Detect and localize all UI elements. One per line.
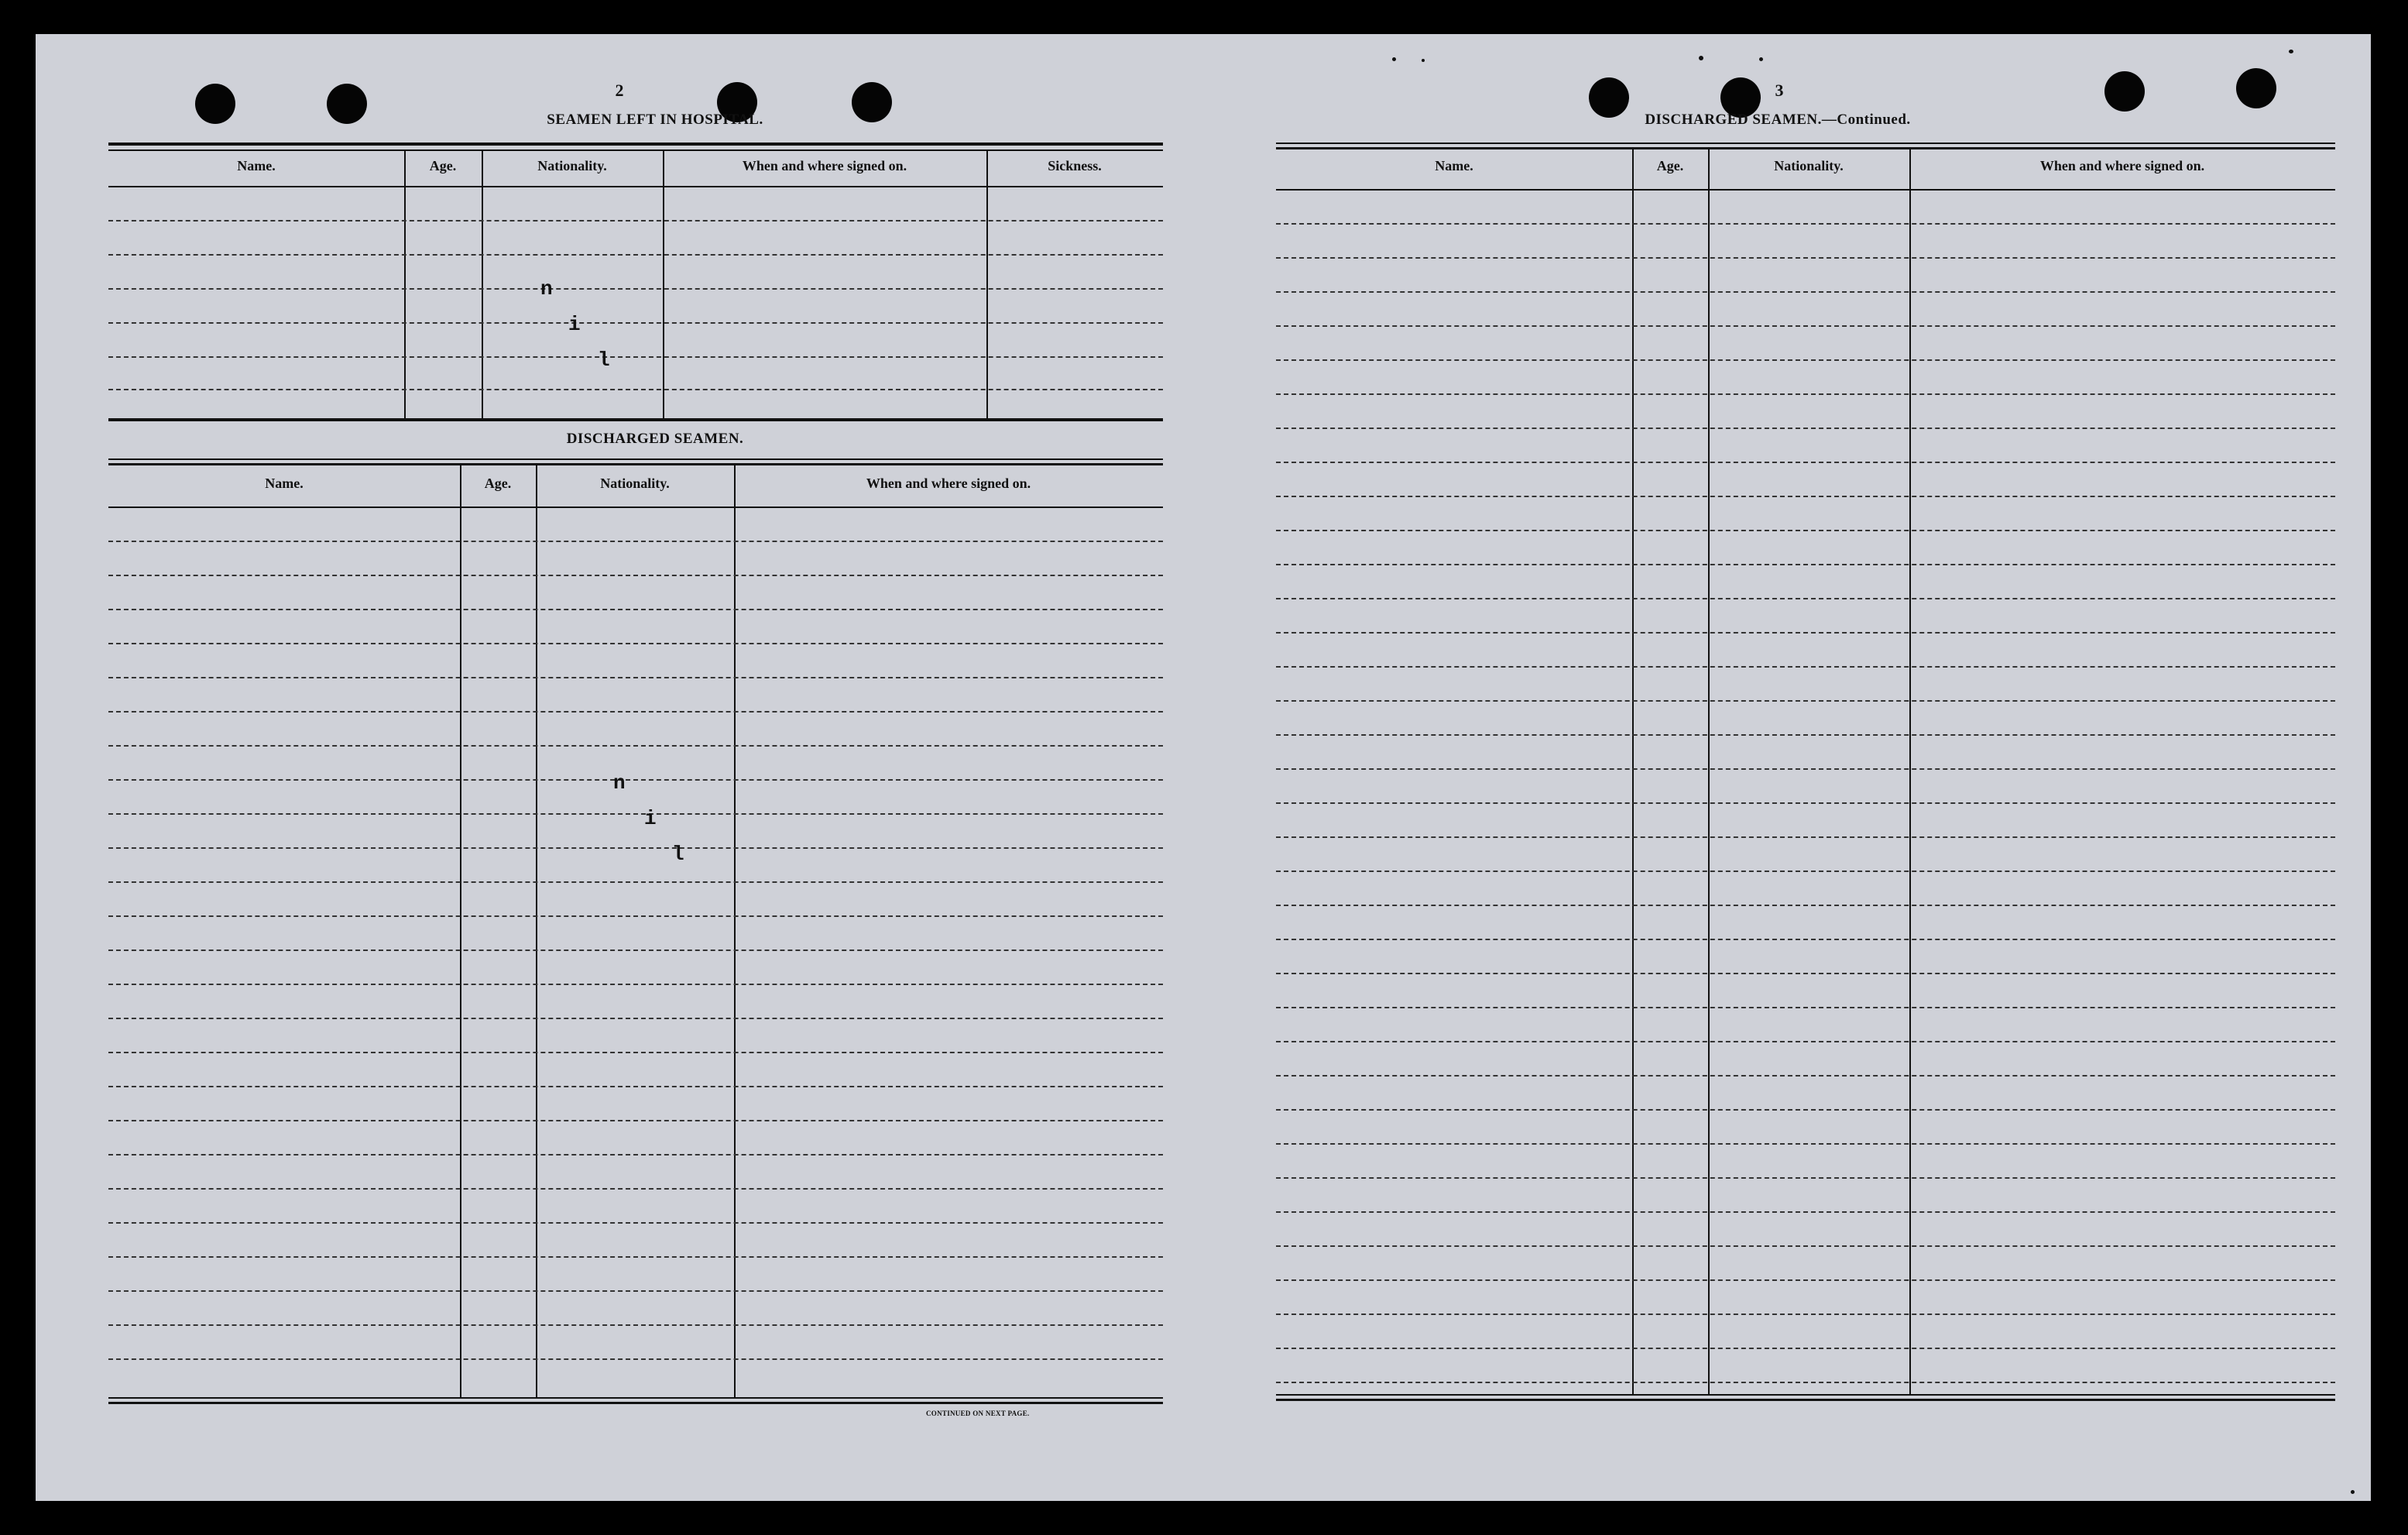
punch-hole xyxy=(195,84,235,124)
document-sheet xyxy=(36,34,2371,1501)
column-header-signed-on: When and where signed on. xyxy=(866,476,1031,491)
nil-entry-letter: i xyxy=(644,807,657,830)
punch-hole xyxy=(2104,71,2145,112)
nil-entry-letter: l xyxy=(672,843,684,866)
section-title-hospital: SEAMEN LEFT IN HOSPITAL. xyxy=(547,112,763,128)
punch-hole xyxy=(327,84,367,124)
column-header-sickness: Sickness. xyxy=(1048,158,1102,173)
nil-entry-letter: i xyxy=(568,313,581,336)
discharged-table xyxy=(108,458,1163,1447)
column-header-age: Age. xyxy=(484,476,512,491)
column-header-signed-on: When and where signed on. xyxy=(742,158,907,173)
ink-speck xyxy=(1759,57,1763,61)
nil-entry-letter: n xyxy=(540,277,553,300)
column-header-name: Name. xyxy=(237,158,276,173)
column-header-age: Age. xyxy=(429,158,457,173)
ink-speck xyxy=(1699,56,1703,60)
ink-speck xyxy=(2289,50,2293,53)
nil-entry-letter: n xyxy=(613,771,626,795)
nil-entry-letter: l xyxy=(598,349,610,372)
punch-hole xyxy=(2236,68,2276,108)
column-header-age: Age. xyxy=(1656,158,1684,173)
column-header-name: Name. xyxy=(265,476,304,491)
page-number: 2 xyxy=(615,81,624,100)
page-number: 3 xyxy=(1775,81,1784,100)
section-title-discharged-continued: DISCHARGED SEAMEN.—Continued. xyxy=(1645,112,1911,128)
column-header-name: Name. xyxy=(1435,158,1473,173)
column-header-signed-on: When and where signed on. xyxy=(2039,158,2205,173)
section-title-discharged: DISCHARGED SEAMEN. xyxy=(566,431,744,447)
ink-speck xyxy=(1422,59,1425,62)
ink-speck xyxy=(1392,57,1396,61)
column-header-nationality: Nationality. xyxy=(1774,158,1844,173)
hospital-table xyxy=(108,143,1163,457)
column-header-nationality: Nationality. xyxy=(600,476,670,491)
ink-speck xyxy=(2351,1490,2355,1494)
discharged-continued-table xyxy=(1276,143,2335,1444)
continued-note: CONTINUED ON NEXT PAGE. xyxy=(926,1410,1030,1417)
column-header-nationality: Nationality. xyxy=(537,158,607,173)
